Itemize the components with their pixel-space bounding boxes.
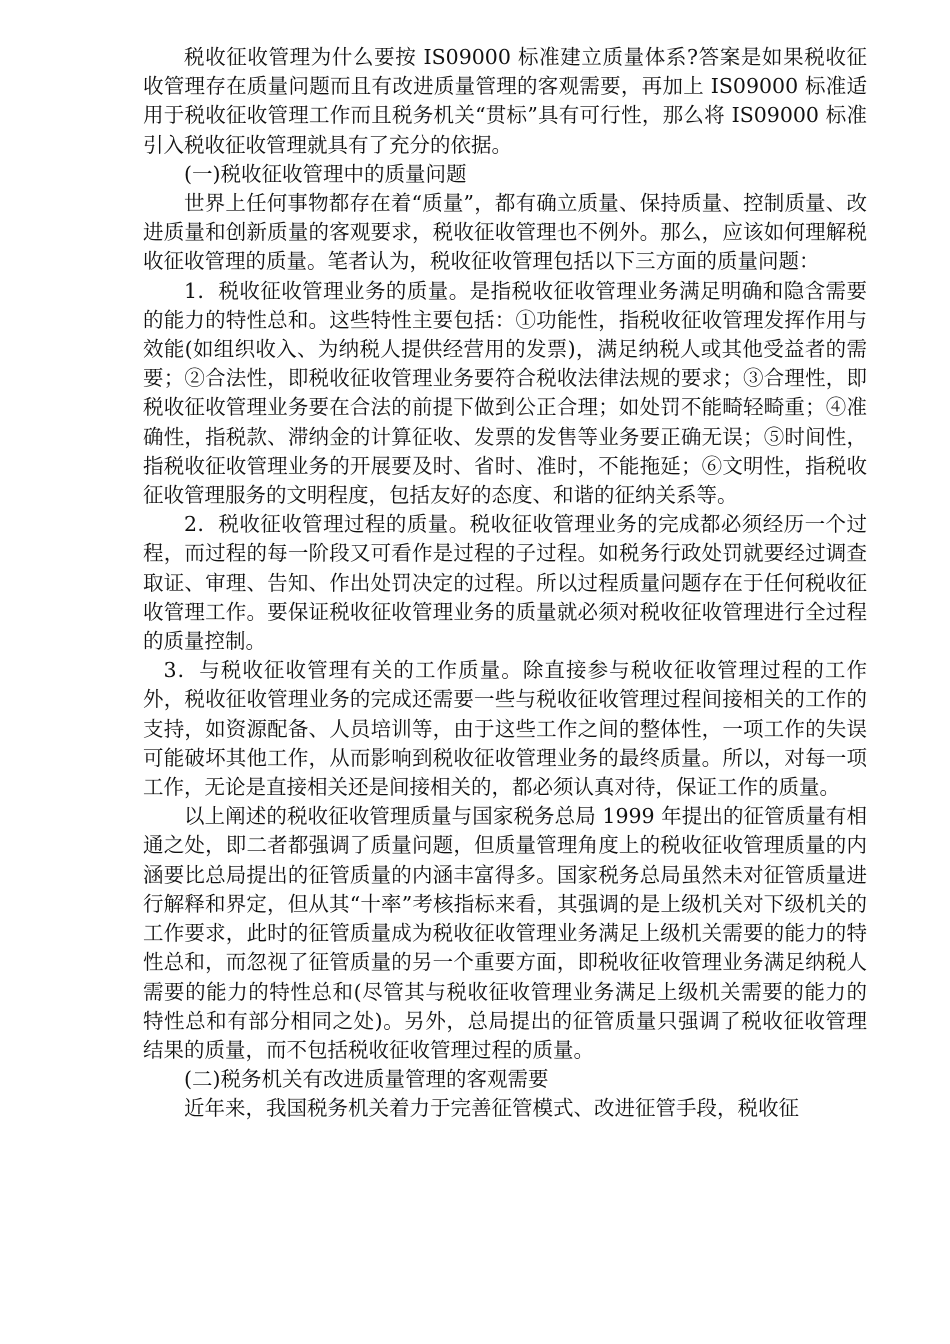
process-quality-paragraph: 2．税收征收管理过程的质量。税收征收管理业务的完成都必须经历一个过程，而过程的每一阶段又可看作是过程的子过程。如税务行政处罚就要经过调查取证、审理、告知、作出处罚决定的过程。所以过程质量问题存在于任何税收征收管理工作。要保证税收征收管理业务的质量就必须对税收征收管理进行全过程的质量控制。 [143,512,867,654]
section-heading-improvement-need: (二)税务机关有改进质量管理的客观需要 [184,1067,549,1092]
intro-paragraph: 税收征收管理为什么要按 IS09000 标准建立质量体系?答案是如果税收征收管理存在质量问题而且有改进质量管理的客观需要，再加上 IS09000 标准适用于税收征收管理工作而且税务机关“贯标”具有可行性，那么将 IS09000 标准引入税收征收管理就具有了充分的依据。 [143,45,867,157]
quality-overview-paragraph: 世界上任何事物都存在着“质量”，都有确立质量、保持质量、控制质量、改进质量和创新质量的客观要求，税收征收管理也不例外。那么，应该如何理解税收征收管理的质量。笔者认为，税收征收管理包括以下三方面的质量问题： [143,191,867,274]
document-body [143,43,867,1124]
comparison-paragraph: 以上阐述的税收征收管理质量与国家税务总局 1999 年提出的征管质量有相通之处，即二者都强调了质量问题，但质量管理角度上的税收征收管理质量的内涵要比总局提出的征管质量的内涵丰富得多。国家税务总局虽然未对征管质量进行解释和界定，但从其“十率”考核指标来看，其强调的是上级机关对下级机关的工作要求，此时的征管质量成为税收征收管理业务满足上级机关需要的能力的特性总和，而忽视了征管质量的另一个重要方面，即税收征收管理业务满足纳税人需要的能力的特性总和(尽管其与税收征收管理业务满足上级机关需要的能力的特性总和有部分相同之处)。另外，总局提出的征管质量只强调了税收征收管理结果的质量，而不包括税收征收管理过程的质量。 [143,804,867,1062]
section-heading-quality-issues: (一)税收征收管理中的质量问题 [184,161,467,186]
business-quality-paragraph: 1．税收征收管理业务的质量。是指税收征收管理业务满足明确和隐含需要的能力的特性总和。这些特性主要包括：①功能性，指税收征收管理发挥作用与效能(如组织收入、为纳税人提供经营用的发票)，满足纳税人或其他受益者的需要；②合法性，即税收征收管理业务要符合税收法律法规的要求；③合理性，即税收征收管理业务要在合法的前提下做到公正合理；如处罚不能畸轻畸重；④准确性，指税款、滞纳金的计算征收、发票的发售等业务要正确无误；⑤时间性，指税收征收管理业务的开展要及时、省时、准时，不能拖延；⑥文明性，指税收征收管理服务的文明程度，包括友好的态度、和谐的征纳关系等。 [143,278,867,508]
recent-years-paragraph: 近年来，我国税务机关着力于完善征管模式、改进征管手段，税收征 [184,1096,799,1121]
work-quality-paragraph: 3．与税收征收管理有关的工作质量。除直接参与税收征收管理过程的工作外，税收征收管理业务的完成还需要一些与税收征收管理过程间接相关的工作的支持，如资源配备、人员培训等，由于这些工作之间的整体性，一项工作的失误可能破坏其他工作，从而影响到税收征收管理业务的最终质量。所以，对每一项工作，无论是直接相关还是间接相关的，都必须认真对待，保证工作的质量。 [143,658,867,800]
